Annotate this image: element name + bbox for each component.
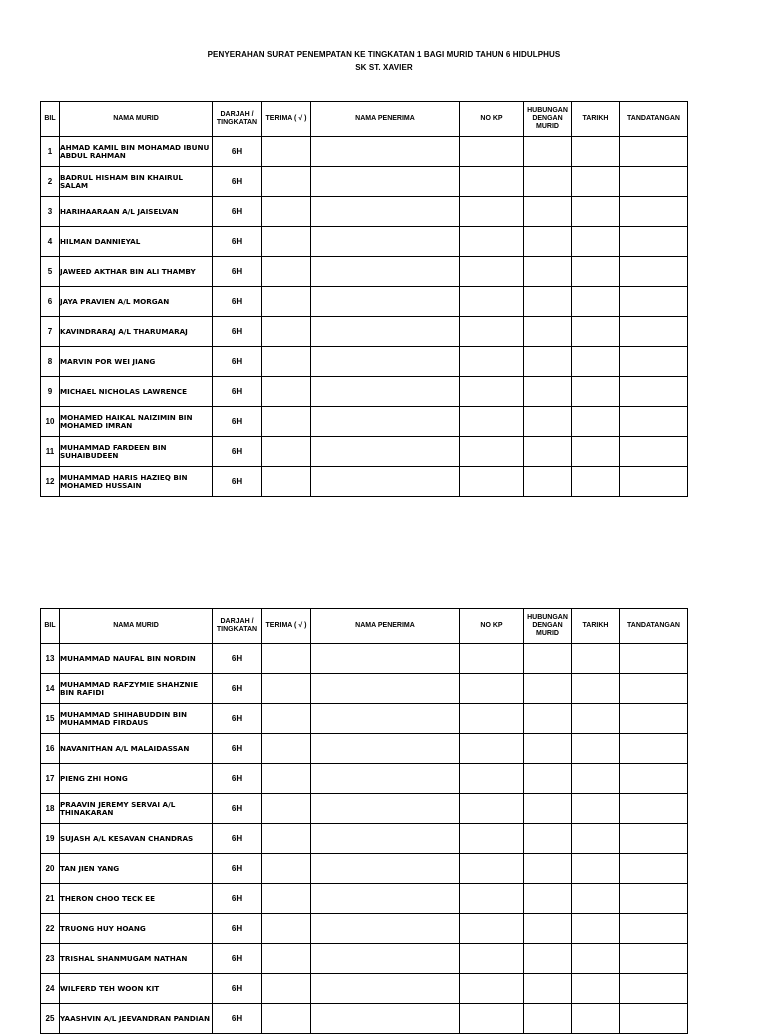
- hubungan-cell: [524, 1004, 572, 1034]
- hubungan-cell: [524, 944, 572, 974]
- nama-penerima-cell: [311, 377, 460, 407]
- terima-cell: [262, 704, 311, 734]
- student-name: PIENG ZHI HONG: [60, 764, 213, 794]
- row-number: 19: [41, 824, 60, 854]
- hubungan-cell: [524, 467, 572, 497]
- row-number: 15: [41, 704, 60, 734]
- tandatangan-cell: [620, 674, 688, 704]
- table-row: [41, 317, 688, 347]
- student-name: MUHAMMAD FARDEEN BIN SUHAIBUDEEN: [60, 437, 213, 467]
- row-number: 6: [41, 287, 60, 317]
- class-cell: 6H: [213, 137, 262, 167]
- student-name: JAWEED AKTHAR BIN ALI THAMBY: [60, 257, 213, 287]
- row-number: 18: [41, 794, 60, 824]
- student-name: MUHAMMAD HARIS HAZIEQ BIN MOHAMED HUSSAIN: [60, 467, 213, 497]
- class-cell: 6H: [213, 704, 262, 734]
- nama-penerima-cell: [311, 764, 460, 794]
- nama-penerima-cell: [311, 347, 460, 377]
- hubungan-cell: [524, 704, 572, 734]
- nama-penerima-cell: [311, 197, 460, 227]
- class-cell: 6H: [213, 794, 262, 824]
- class-cell: 6H: [213, 974, 262, 1004]
- tandatangan-cell: [620, 377, 688, 407]
- no-kp-cell: [460, 824, 524, 854]
- table-row: [41, 734, 688, 764]
- header-terima: TERIMA ( √ ): [262, 609, 311, 644]
- tarikh-cell: [572, 704, 620, 734]
- nama-penerima-cell: [311, 734, 460, 764]
- student-name: WILFERD TEH WOON KIT: [60, 974, 213, 1004]
- terima-cell: [262, 467, 311, 497]
- no-kp-cell: [460, 197, 524, 227]
- terima-cell: [262, 644, 311, 674]
- tandatangan-cell: [620, 734, 688, 764]
- nama-penerima-cell: [311, 137, 460, 167]
- terima-cell: [262, 764, 311, 794]
- document-title: PENYERAHAN SURAT PENEMPATAN KE TINGKATAN 1 BAGI MURID TAHUN 6 HIDULPHUS: [207, 50, 561, 59]
- class-cell: 6H: [213, 377, 262, 407]
- header-hubungan: HUBUNGAN DENGAN MURID: [524, 102, 572, 137]
- tandatangan-cell: [620, 824, 688, 854]
- table-row: [41, 794, 688, 824]
- header-darjah: DARJAH / TINGKATAN: [213, 102, 262, 137]
- tarikh-cell: [572, 794, 620, 824]
- row-number: 10: [41, 407, 60, 437]
- table-row: [41, 377, 688, 407]
- row-number: 23: [41, 944, 60, 974]
- tarikh-cell: [572, 854, 620, 884]
- tandatangan-cell: [620, 1004, 688, 1034]
- tarikh-cell: [572, 914, 620, 944]
- tandatangan-cell: [620, 287, 688, 317]
- row-number: 17: [41, 764, 60, 794]
- tarikh-cell: [572, 974, 620, 1004]
- nama-penerima-cell: [311, 317, 460, 347]
- class-cell: 6H: [213, 167, 262, 197]
- header-tarikh: TARIKH: [572, 102, 620, 137]
- student-name: TRISHAL SHANMUGAM NATHAN: [60, 944, 213, 974]
- student-name: MICHAEL NICHOLAS LAWRENCE: [60, 377, 213, 407]
- hubungan-cell: [524, 407, 572, 437]
- tarikh-cell: [572, 467, 620, 497]
- row-number: 14: [41, 674, 60, 704]
- student-table-1: [40, 101, 688, 497]
- nama-penerima-cell: [311, 287, 460, 317]
- nama-penerima-cell: [311, 467, 460, 497]
- hubungan-cell: [524, 347, 572, 377]
- header-no-kp: NO KP: [460, 609, 524, 644]
- header-tarikh: TARIKH: [572, 609, 620, 644]
- class-cell: 6H: [213, 944, 262, 974]
- no-kp-cell: [460, 764, 524, 794]
- table-row: [41, 287, 688, 317]
- tarikh-cell: [572, 137, 620, 167]
- row-number: 5: [41, 257, 60, 287]
- tandatangan-cell: [620, 914, 688, 944]
- row-number: 11: [41, 437, 60, 467]
- hubungan-cell: [524, 377, 572, 407]
- no-kp-cell: [460, 287, 524, 317]
- no-kp-cell: [460, 377, 524, 407]
- table-row: [41, 437, 688, 467]
- hubungan-cell: [524, 884, 572, 914]
- student-name: MUHAMMAD NAUFAL BIN NORDIN: [60, 644, 213, 674]
- no-kp-cell: [460, 704, 524, 734]
- nama-penerima-cell: [311, 644, 460, 674]
- terima-cell: [262, 914, 311, 944]
- row-number: 25: [41, 1004, 60, 1034]
- row-number: 3: [41, 197, 60, 227]
- student-name: NAVANITHAN A/L MALAIDASSAN: [60, 734, 213, 764]
- header-darjah: DARJAH / TINGKATAN: [213, 609, 262, 644]
- table-row: [41, 1004, 688, 1034]
- row-number: 20: [41, 854, 60, 884]
- nama-penerima-cell: [311, 794, 460, 824]
- table-row: [41, 764, 688, 794]
- class-cell: 6H: [213, 347, 262, 377]
- no-kp-cell: [460, 644, 524, 674]
- tarikh-cell: [572, 944, 620, 974]
- table-row: [41, 227, 688, 257]
- nama-penerima-cell: [311, 944, 460, 974]
- nama-penerima-cell: [311, 437, 460, 467]
- no-kp-cell: [460, 407, 524, 437]
- hubungan-cell: [524, 197, 572, 227]
- class-cell: 6H: [213, 854, 262, 884]
- header-nama-penerima: NAMA PENERIMA: [311, 102, 460, 137]
- tandatangan-cell: [620, 704, 688, 734]
- table-row: [41, 944, 688, 974]
- no-kp-cell: [460, 1004, 524, 1034]
- tarikh-cell: [572, 257, 620, 287]
- class-cell: 6H: [213, 1004, 262, 1034]
- student-name: AHMAD KAMIL BIN MOHAMAD IBUNU ABDUL RAHMAN: [60, 137, 213, 167]
- tandatangan-cell: [620, 944, 688, 974]
- terima-cell: [262, 377, 311, 407]
- row-number: 8: [41, 347, 60, 377]
- tandatangan-cell: [620, 407, 688, 437]
- tarikh-cell: [572, 644, 620, 674]
- tarikh-cell: [572, 347, 620, 377]
- student-name: MUHAMMAD RAFZYMIE SHAHZNIE BIN RAFIDI: [60, 674, 213, 704]
- row-number: 2: [41, 167, 60, 197]
- table-header-row: [41, 609, 688, 644]
- student-name: JAYA PRAVIEN A/L MORGAN: [60, 287, 213, 317]
- nama-penerima-cell: [311, 257, 460, 287]
- terima-cell: [262, 257, 311, 287]
- tandatangan-cell: [620, 764, 688, 794]
- tarikh-cell: [572, 674, 620, 704]
- no-kp-cell: [460, 794, 524, 824]
- hubungan-cell: [524, 227, 572, 257]
- terima-cell: [262, 317, 311, 347]
- terima-cell: [262, 347, 311, 377]
- header-nama-murid: NAMA MURID: [60, 609, 213, 644]
- no-kp-cell: [460, 317, 524, 347]
- student-name: BADRUL HISHAM BIN KHAIRUL SALAM: [60, 167, 213, 197]
- class-cell: 6H: [213, 257, 262, 287]
- class-cell: 6H: [213, 197, 262, 227]
- no-kp-cell: [460, 674, 524, 704]
- table-row: [41, 467, 688, 497]
- tandatangan-cell: [620, 167, 688, 197]
- hubungan-cell: [524, 734, 572, 764]
- terima-cell: [262, 227, 311, 257]
- no-kp-cell: [460, 944, 524, 974]
- hubungan-cell: [524, 167, 572, 197]
- no-kp-cell: [460, 914, 524, 944]
- hubungan-cell: [524, 317, 572, 347]
- tarikh-cell: [572, 197, 620, 227]
- header-tandatangan: TANDATANGAN: [620, 609, 688, 644]
- row-number: 12: [41, 467, 60, 497]
- no-kp-cell: [460, 167, 524, 197]
- hubungan-cell: [524, 674, 572, 704]
- class-cell: 6H: [213, 407, 262, 437]
- class-cell: 6H: [213, 734, 262, 764]
- row-number: 16: [41, 734, 60, 764]
- class-cell: 6H: [213, 437, 262, 467]
- tandatangan-cell: [620, 227, 688, 257]
- table-row: [41, 704, 688, 734]
- no-kp-cell: [460, 257, 524, 287]
- no-kp-cell: [460, 974, 524, 1004]
- no-kp-cell: [460, 467, 524, 497]
- header-nama-penerima: NAMA PENERIMA: [311, 609, 460, 644]
- no-kp-cell: [460, 227, 524, 257]
- tandatangan-cell: [620, 884, 688, 914]
- terima-cell: [262, 674, 311, 704]
- school-name: SK ST. XAVIER: [355, 63, 413, 72]
- no-kp-cell: [460, 854, 524, 884]
- hubungan-cell: [524, 914, 572, 944]
- student-name: YAASHVIN A/L JEEVANDRAN PANDIAN: [60, 1004, 213, 1034]
- hubungan-cell: [524, 437, 572, 467]
- nama-penerima-cell: [311, 854, 460, 884]
- table-row: [41, 974, 688, 1004]
- no-kp-cell: [460, 437, 524, 467]
- table-row: [41, 407, 688, 437]
- tarikh-cell: [572, 734, 620, 764]
- tandatangan-cell: [620, 794, 688, 824]
- table-row: [41, 347, 688, 377]
- table-row: [41, 167, 688, 197]
- terima-cell: [262, 734, 311, 764]
- terima-cell: [262, 854, 311, 884]
- class-cell: 6H: [213, 467, 262, 497]
- class-cell: 6H: [213, 644, 262, 674]
- terima-cell: [262, 794, 311, 824]
- tarikh-cell: [572, 317, 620, 347]
- class-cell: 6H: [213, 824, 262, 854]
- tandatangan-cell: [620, 467, 688, 497]
- tarikh-cell: [572, 167, 620, 197]
- hubungan-cell: [524, 854, 572, 884]
- no-kp-cell: [460, 734, 524, 764]
- tandatangan-cell: [620, 137, 688, 167]
- student-name: HILMAN DANNIEYAL: [60, 227, 213, 257]
- tandatangan-cell: [620, 974, 688, 1004]
- terima-cell: [262, 167, 311, 197]
- table-row: [41, 914, 688, 944]
- row-number: 22: [41, 914, 60, 944]
- row-number: 1: [41, 137, 60, 167]
- header-nama-murid: NAMA MURID: [60, 102, 213, 137]
- student-name: SUJASH A/L KESAVAN CHANDRAS: [60, 824, 213, 854]
- nama-penerima-cell: [311, 674, 460, 704]
- terima-cell: [262, 944, 311, 974]
- tarikh-cell: [572, 884, 620, 914]
- nama-penerima-cell: [311, 824, 460, 854]
- terima-cell: [262, 974, 311, 1004]
- terima-cell: [262, 437, 311, 467]
- tarikh-cell: [572, 1004, 620, 1034]
- hubungan-cell: [524, 824, 572, 854]
- terima-cell: [262, 884, 311, 914]
- nama-penerima-cell: [311, 914, 460, 944]
- header-hubungan: HUBUNGAN DENGAN MURID: [524, 609, 572, 644]
- header-bil: BIL: [41, 609, 60, 644]
- header-tandatangan: TANDATANGAN: [620, 102, 688, 137]
- table-row: [41, 824, 688, 854]
- tarikh-cell: [572, 764, 620, 794]
- no-kp-cell: [460, 347, 524, 377]
- row-number: 21: [41, 884, 60, 914]
- nama-penerima-cell: [311, 167, 460, 197]
- row-number: 4: [41, 227, 60, 257]
- table-row: [41, 884, 688, 914]
- table-row: [41, 197, 688, 227]
- hubungan-cell: [524, 764, 572, 794]
- student-table-2: [40, 608, 688, 1034]
- hubungan-cell: [524, 137, 572, 167]
- row-number: 24: [41, 974, 60, 1004]
- terima-cell: [262, 1004, 311, 1034]
- tandatangan-cell: [620, 257, 688, 287]
- hubungan-cell: [524, 287, 572, 317]
- nama-penerima-cell: [311, 1004, 460, 1034]
- student-name: TRUONG HUY HOANG: [60, 914, 213, 944]
- hubungan-cell: [524, 974, 572, 1004]
- hubungan-cell: [524, 794, 572, 824]
- student-name: MOHAMED HAIKAL NAIZIMIN BIN MOHAMED IMRAN: [60, 407, 213, 437]
- tarikh-cell: [572, 287, 620, 317]
- no-kp-cell: [460, 137, 524, 167]
- row-number: 7: [41, 317, 60, 347]
- tandatangan-cell: [620, 317, 688, 347]
- tandatangan-cell: [620, 644, 688, 674]
- row-number: 9: [41, 377, 60, 407]
- tandatangan-cell: [620, 197, 688, 227]
- tarikh-cell: [572, 227, 620, 257]
- tarikh-cell: [572, 824, 620, 854]
- student-name: HARIHAARAAN A/L JAISELVAN: [60, 197, 213, 227]
- header-bil: BIL: [41, 102, 60, 137]
- nama-penerima-cell: [311, 407, 460, 437]
- class-cell: 6H: [213, 287, 262, 317]
- terima-cell: [262, 137, 311, 167]
- hubungan-cell: [524, 644, 572, 674]
- table-row: [41, 137, 688, 167]
- class-cell: 6H: [213, 914, 262, 944]
- student-name: MUHAMMAD SHIHABUDDIN BIN MUHAMMAD FIRDAUS: [60, 704, 213, 734]
- table-header-row: [41, 102, 688, 137]
- student-name: PRAAVIN JEREMY SERVAI A/L THINAKARAN: [60, 794, 213, 824]
- table-row: [41, 257, 688, 287]
- terima-cell: [262, 824, 311, 854]
- student-name: KAVINDRARAJ A/L THARUMARAJ: [60, 317, 213, 347]
- no-kp-cell: [460, 884, 524, 914]
- header-terima: TERIMA ( √ ): [262, 102, 311, 137]
- student-name: THERON CHOO TECK EE: [60, 884, 213, 914]
- student-name: TAN JIEN YANG: [60, 854, 213, 884]
- nama-penerima-cell: [311, 227, 460, 257]
- tandatangan-cell: [620, 347, 688, 377]
- table-row: [41, 674, 688, 704]
- nama-penerima-cell: [311, 704, 460, 734]
- header-no-kp: NO KP: [460, 102, 524, 137]
- terima-cell: [262, 197, 311, 227]
- class-cell: 6H: [213, 764, 262, 794]
- tarikh-cell: [572, 437, 620, 467]
- tandatangan-cell: [620, 854, 688, 884]
- terima-cell: [262, 287, 311, 317]
- terima-cell: [262, 407, 311, 437]
- tarikh-cell: [572, 407, 620, 437]
- tarikh-cell: [572, 377, 620, 407]
- class-cell: 6H: [213, 884, 262, 914]
- nama-penerima-cell: [311, 974, 460, 1004]
- nama-penerima-cell: [311, 884, 460, 914]
- table-row: [41, 644, 688, 674]
- hubungan-cell: [524, 257, 572, 287]
- table-row: [41, 854, 688, 884]
- student-name: MARVIN POR WEI JIANG: [60, 347, 213, 377]
- class-cell: 6H: [213, 674, 262, 704]
- row-number: 13: [41, 644, 60, 674]
- class-cell: 6H: [213, 227, 262, 257]
- tandatangan-cell: [620, 437, 688, 467]
- class-cell: 6H: [213, 317, 262, 347]
